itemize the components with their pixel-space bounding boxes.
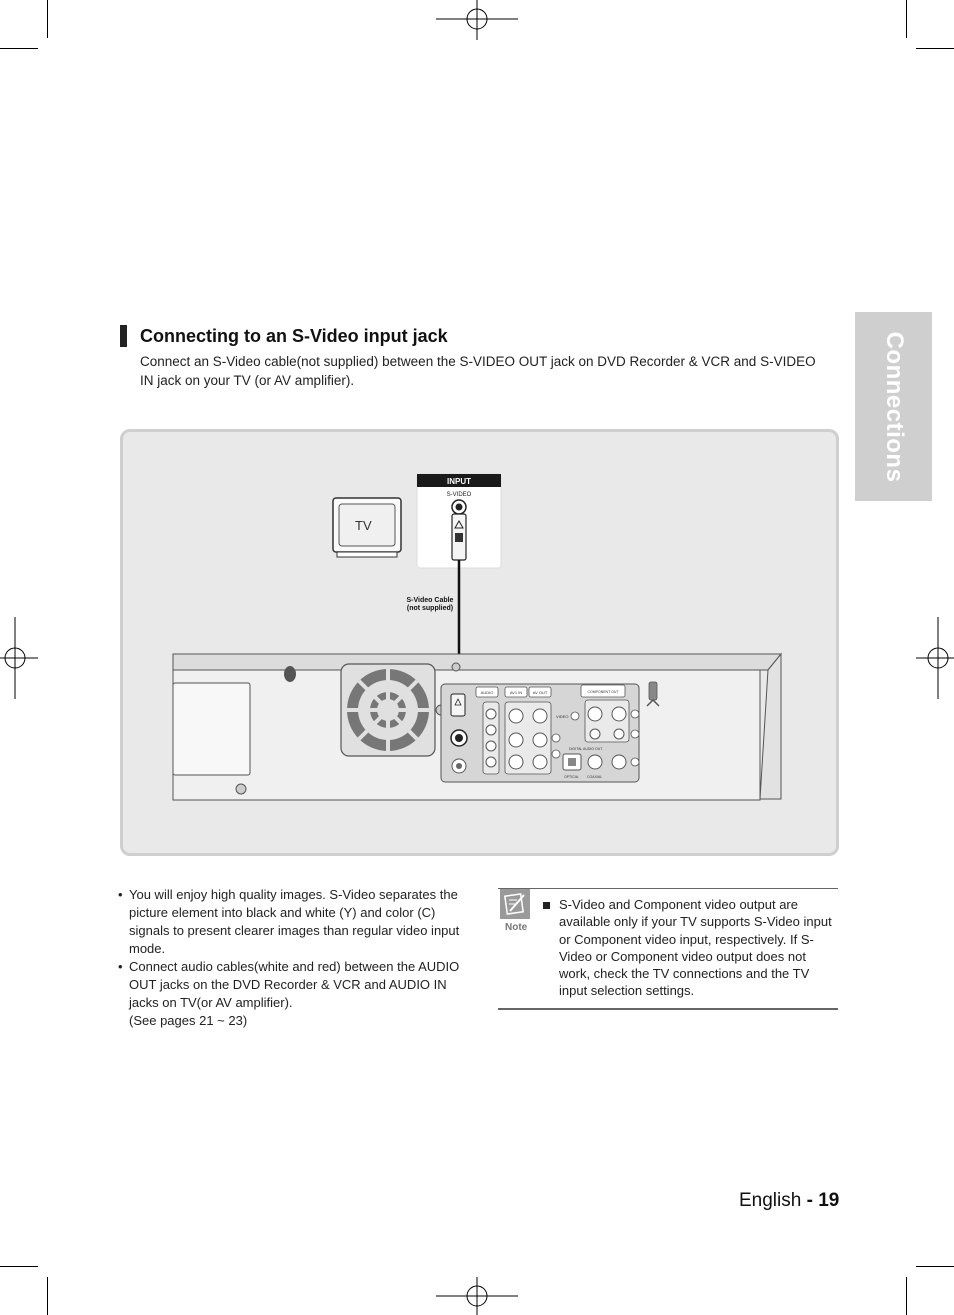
- panel-label-av1-in: AV1 IN: [509, 690, 523, 695]
- footer-language: English: [739, 1190, 802, 1211]
- registration-mark-bottom: [436, 1275, 518, 1315]
- tip-item: • You will enjoy high quality images. S-Video separates the picture element into black and white (Y) and color (C) signals to present clearer images than regular video input mode.: [118, 886, 463, 958]
- tip-item: • Connect audio cables(white and red) between the AUDIO OUT jacks on the DVD Recorder & VCR and AUDIO IN jacks on TV(or AV amplifier).: [118, 958, 463, 1012]
- crop-mark: [916, 1266, 954, 1267]
- heading-marker: [120, 325, 127, 347]
- registration-mark-left: [0, 617, 38, 699]
- diagram-drawing: [123, 432, 836, 853]
- note-text: S-Video and Component video output are available only if your TV supports S-Video input or Component video input, respectively. If S-Video or Component video output does not work, check the TV connections and the TV input selection settings.: [559, 897, 832, 999]
- cooling-fan: [341, 664, 435, 756]
- crop-mark: [906, 1277, 907, 1315]
- crop-mark: [0, 1266, 38, 1267]
- svideo-label: S-VIDEO: [446, 492, 472, 498]
- page-footer: [739, 1190, 839, 1212]
- crop-mark: [906, 0, 907, 38]
- section-tab: [855, 312, 932, 501]
- tv-input-panel: [417, 474, 501, 568]
- tips-list: [118, 886, 463, 1030]
- note-rule: [498, 888, 838, 889]
- note-rule: [498, 1008, 838, 1010]
- panel-label-component-out: COMPONENT OUT: [587, 690, 619, 694]
- cable-label-line2: (not supplied): [406, 605, 454, 612]
- connection-diagram: [120, 429, 839, 856]
- panel-label-av-out: AV OUT: [532, 690, 548, 695]
- recorder-rear-panel: [173, 654, 781, 800]
- registration-mark-right: [916, 617, 954, 699]
- crop-mark: [47, 1277, 48, 1315]
- crop-mark: [0, 48, 38, 49]
- panel-label-audio: AUDIO: [480, 690, 494, 695]
- panel-label-optical: OPTICAL: [564, 775, 579, 779]
- note-bullet-square: [543, 902, 550, 909]
- panel-label-coaxial: COAXIAL: [587, 775, 603, 779]
- note-icon: [500, 889, 530, 919]
- page-number: - 19: [806, 1190, 840, 1211]
- crop-mark: [916, 48, 954, 49]
- panel-label-video: VIDEO: [556, 714, 569, 719]
- registration-mark-top: [436, 0, 518, 42]
- see-pages-reference: (See pages 21 ~ 23): [129, 1013, 248, 1028]
- tv-illustration: [333, 498, 401, 557]
- input-label: INPUT: [447, 477, 471, 486]
- intro-paragraph: Connect an S-Video cable(not supplied) between the S-VIDEO OUT jack on DVD Recorder & VCR and S-VIDEO IN jack on your TV (or AV amplifier).: [140, 354, 816, 388]
- crop-mark: [47, 0, 48, 38]
- section-heading: Connecting to an S-Video input jack: [140, 326, 448, 346]
- note-label: Note: [505, 922, 528, 933]
- cable-label-line1: S-Video Cable: [406, 597, 454, 604]
- panel-label-digital-audio-out: DIGITAL AUDIO OUT: [569, 747, 603, 751]
- section-tab-label: Connections: [880, 331, 908, 482]
- tv-label: TV: [355, 518, 372, 533]
